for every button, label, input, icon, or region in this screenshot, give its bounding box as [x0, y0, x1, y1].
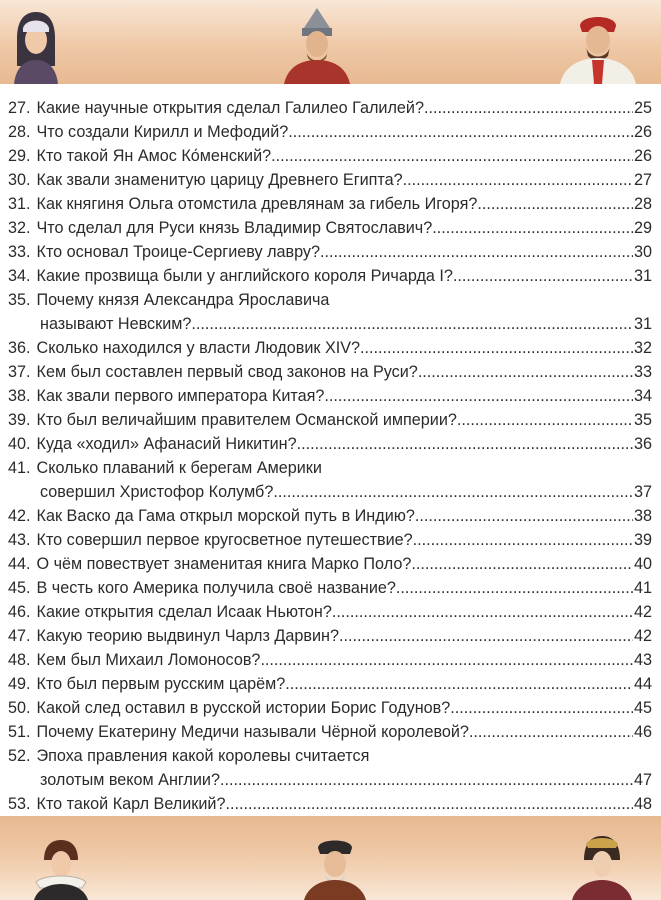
- entry-number: 50.: [8, 699, 31, 717]
- header-decoration: [0, 0, 661, 84]
- entry-number: 32.: [8, 219, 31, 237]
- entry-title: Сколько плаваний к берегам Америки: [36, 459, 322, 477]
- entry-title: Какие научные открытия сделал Галилео Галилей?: [36, 99, 424, 117]
- toc-entry: [8, 528, 652, 552]
- toc-entry: [8, 744, 652, 792]
- entry-number: 48.: [8, 651, 31, 669]
- entry-title: Почему князя Александра Ярославича: [36, 291, 330, 309]
- toc-entry: [8, 144, 652, 168]
- dot-leader: [273, 480, 633, 504]
- toc-entry: [8, 96, 652, 120]
- dot-leader: [271, 144, 633, 168]
- entry-number: 43.: [8, 531, 31, 549]
- entry-title: О чём повествует знаменитая книга Марко Поло?: [36, 555, 412, 573]
- entry-title: Как звали первого императора Китая?: [36, 387, 325, 405]
- dot-leader: [225, 792, 633, 816]
- entry-number: 35.: [8, 291, 31, 309]
- dot-leader: [288, 120, 633, 144]
- toc-entry: [8, 432, 652, 456]
- toc-entry: [8, 168, 652, 192]
- entry-number: 37.: [8, 363, 31, 381]
- dot-leader: [477, 192, 633, 216]
- page-number: 41: [633, 579, 652, 597]
- entry-title: В честь кого Америка получила своё название?: [36, 579, 396, 597]
- toc-entry: [8, 384, 652, 408]
- page-number: 26: [633, 147, 652, 165]
- page-number: 28: [633, 195, 652, 213]
- toc-entry: [8, 336, 652, 360]
- dot-leader: [450, 696, 633, 720]
- entry-number: 29.: [8, 147, 31, 165]
- page-number: 45: [633, 699, 652, 717]
- portrait-princess-olga-icon: [8, 8, 64, 84]
- portrait-nobleman-icon: [300, 834, 370, 900]
- entry-title: Какой след оставил в русской истории Борис Годунов?: [36, 699, 451, 717]
- entry-number: 40.: [8, 435, 31, 453]
- entry-number: 53.: [8, 795, 31, 813]
- portrait-queen-elizabeth-icon: [28, 836, 94, 900]
- entry-number: 38.: [8, 387, 31, 405]
- dot-leader: [413, 528, 633, 552]
- page-number: 43: [633, 651, 652, 669]
- entry-number: 27.: [8, 99, 31, 117]
- dot-leader: [260, 648, 633, 672]
- entry-title: Какие прозвища были у английского короля Ричарда I?: [36, 267, 453, 285]
- toc-entry: [8, 624, 652, 648]
- page-number: 44: [633, 675, 652, 693]
- entry-title-continuation: совершил Христофор Колумб?: [40, 483, 274, 501]
- dot-leader: [453, 264, 633, 288]
- page-number: 32: [633, 339, 652, 357]
- entry-title: Кем был составлен первый свод законов на Руси?: [36, 363, 418, 381]
- entry-title: Почему Екатерину Медичи называли Чёрной королевой?: [36, 723, 469, 741]
- page-number: 33: [633, 363, 652, 381]
- toc-entry: [8, 672, 652, 696]
- entry-number: 47.: [8, 627, 31, 645]
- entry-number: 49.: [8, 675, 31, 693]
- page-number: 39: [633, 531, 652, 549]
- entry-title: Какую теорию выдвинул Чарлз Дарвин?: [36, 627, 339, 645]
- toc-entry: [8, 216, 652, 240]
- toc-entry: [8, 360, 652, 384]
- toc-entry: [8, 720, 652, 744]
- toc-entry: [8, 264, 652, 288]
- dot-leader: [411, 552, 633, 576]
- entry-number: 31.: [8, 195, 31, 213]
- page-number: 38: [633, 507, 652, 525]
- dot-leader: [297, 432, 633, 456]
- toc-entry: [8, 792, 652, 816]
- portrait-prince-warrior-icon: [280, 6, 354, 84]
- page-number: 42: [633, 603, 652, 621]
- dot-leader: [332, 600, 633, 624]
- footer-decoration: [0, 816, 661, 900]
- toc-entry: [8, 600, 652, 624]
- dot-leader: [432, 216, 633, 240]
- toc-entry: [8, 120, 652, 144]
- entry-number: 34.: [8, 267, 31, 285]
- page-number: 31: [633, 315, 652, 333]
- page-number: 48: [633, 795, 652, 813]
- entry-title: Какие открытия сделал Исаак Ньютон?: [36, 603, 332, 621]
- dot-leader: [324, 384, 633, 408]
- entry-title: Кто был величайшим правителем Османской империи?: [36, 411, 457, 429]
- dot-leader: [220, 768, 633, 792]
- toc-entry: [8, 408, 652, 432]
- entry-title: Куда «ходил» Афанасий Никитин?: [36, 435, 297, 453]
- dot-leader: [418, 360, 633, 384]
- page-number: 31: [633, 267, 652, 285]
- page-number: 47: [633, 771, 652, 789]
- toc-entry: [8, 192, 652, 216]
- entry-title: Что создали Кирилл и Мефодий?: [36, 123, 289, 141]
- page-number: 27: [633, 171, 652, 189]
- entry-title: Кто такой Ян Амос Ко́менский?: [36, 147, 272, 165]
- toc-entry: [8, 288, 652, 336]
- entry-number: 41.: [8, 459, 31, 477]
- toc-entry: [8, 648, 652, 672]
- dot-leader: [457, 408, 633, 432]
- entry-title-continuation: золотым веком Англии?: [40, 771, 220, 789]
- entry-number: 36.: [8, 339, 31, 357]
- portrait-queen-icon: [566, 832, 638, 900]
- entry-title: Кто был первым русским царём?: [36, 675, 286, 693]
- dot-leader: [424, 96, 633, 120]
- page-number: 35: [633, 411, 652, 429]
- entry-number: 46.: [8, 603, 31, 621]
- entry-number: 52.: [8, 747, 31, 765]
- page-number: 40: [633, 555, 652, 573]
- dot-leader: [339, 624, 633, 648]
- entry-number: 30.: [8, 171, 31, 189]
- portrait-prince-icon: [556, 6, 640, 84]
- entry-title: Что сделал для Руси князь Владимир Святославич?: [36, 219, 433, 237]
- toc-entry: [8, 504, 652, 528]
- entry-title: Эпоха правления какой королевы считается: [36, 747, 370, 765]
- page-number: 46: [633, 723, 652, 741]
- entry-number: 51.: [8, 723, 31, 741]
- entry-number: 45.: [8, 579, 31, 597]
- dot-leader: [285, 672, 633, 696]
- dot-leader: [403, 168, 633, 192]
- entry-title: Кем был Михаил Ломоносов?: [36, 651, 261, 669]
- page-number: 36: [633, 435, 652, 453]
- entry-number: 33.: [8, 243, 31, 261]
- page-number: 30: [633, 243, 652, 261]
- page-number: 37: [633, 483, 652, 501]
- dot-leader: [469, 720, 633, 744]
- entry-number: 39.: [8, 411, 31, 429]
- toc-entry: [8, 552, 652, 576]
- entry-title: Как Васко да Гама открыл морской путь в Индию?: [36, 507, 415, 525]
- toc-entry: [8, 576, 652, 600]
- entry-number: 42.: [8, 507, 31, 525]
- dot-leader: [415, 504, 633, 528]
- entry-title: Кто основал Троице-Сергиеву лавру?: [36, 243, 321, 261]
- dot-leader: [191, 312, 633, 336]
- dot-leader: [396, 576, 633, 600]
- entry-title-continuation: называют Невским?: [40, 315, 192, 333]
- page-number: 42: [633, 627, 652, 645]
- toc-entry: [8, 240, 652, 264]
- toc-entry: [8, 696, 652, 720]
- entry-title: Кто такой Карл Великий?: [36, 795, 226, 813]
- dot-leader: [360, 336, 633, 360]
- dot-leader: [320, 240, 633, 264]
- page-number: 29: [633, 219, 652, 237]
- entry-title: Кто совершил первое кругосветное путешествие?: [36, 531, 413, 549]
- entry-number: 44.: [8, 555, 31, 573]
- entry-number: 28.: [8, 123, 31, 141]
- toc-entry: [8, 456, 652, 504]
- entry-title: Сколько находился у власти Людовик XIV?: [36, 339, 361, 357]
- page-number: 34: [633, 387, 652, 405]
- entry-title: Как княгиня Ольга отомстила древлянам за гибель Игоря?: [36, 195, 478, 213]
- page-number: 26: [633, 123, 652, 141]
- page-number: 25: [633, 99, 652, 117]
- entry-title: Как звали знаменитую царицу Древнего Египта?: [36, 171, 403, 189]
